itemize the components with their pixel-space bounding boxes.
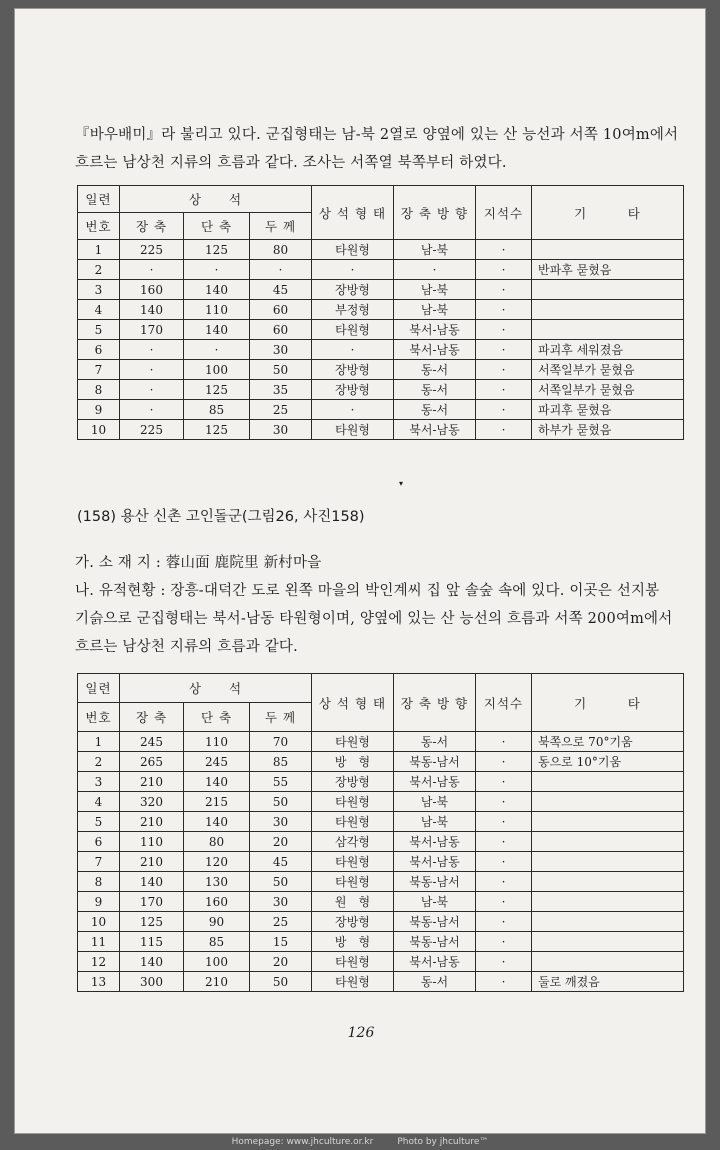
table-row bbox=[78, 932, 684, 952]
cell-long: 225 bbox=[120, 240, 184, 260]
cell-thick: 15 bbox=[250, 932, 312, 952]
cell-axis: 동-서 bbox=[394, 400, 476, 420]
cell-long: · bbox=[120, 360, 184, 380]
cell-thick: 30 bbox=[250, 812, 312, 832]
cell-support: · bbox=[476, 752, 532, 772]
cell-no: 10 bbox=[78, 420, 120, 440]
cell-axis: 북서-남동 bbox=[394, 852, 476, 872]
cell-long: 300 bbox=[120, 972, 184, 992]
cell-long: 170 bbox=[120, 892, 184, 912]
cell-short: 110 bbox=[184, 300, 250, 320]
cell-shape: · bbox=[312, 340, 394, 360]
cell-thick: 50 bbox=[250, 872, 312, 892]
col-thick: 두 께 bbox=[250, 213, 312, 240]
cell-shape: 타원형 bbox=[312, 792, 394, 812]
cell-short: 210 bbox=[184, 972, 250, 992]
cell-thick: 50 bbox=[250, 972, 312, 992]
cell-remark: 둘로 깨졌음 bbox=[532, 972, 684, 992]
cell-no: 7 bbox=[78, 852, 120, 872]
cell-shape: 장방형 bbox=[312, 380, 394, 400]
col-remark: 기 타 bbox=[532, 186, 684, 240]
cell-no: 5 bbox=[78, 320, 120, 340]
cell-long: 170 bbox=[120, 320, 184, 340]
cell-support: · bbox=[476, 360, 532, 380]
cell-short: 140 bbox=[184, 280, 250, 300]
site-description bbox=[75, 549, 695, 661]
cell-remark: 파괴후 묻혔음 bbox=[532, 400, 684, 420]
cell-thick: 35 bbox=[250, 380, 312, 400]
cell-no: 9 bbox=[78, 892, 120, 912]
cell-thick: 70 bbox=[250, 732, 312, 752]
cell-support: · bbox=[476, 872, 532, 892]
col-short: 단 축 bbox=[184, 703, 250, 732]
cell-no: 3 bbox=[78, 772, 120, 792]
table-2-body bbox=[78, 732, 684, 992]
cell-short: 125 bbox=[184, 240, 250, 260]
cell-remark bbox=[532, 892, 684, 912]
cell-no: 12 bbox=[78, 952, 120, 972]
status-line-3: 흐르는 남상천 지류의 흐름과 같다. bbox=[75, 639, 298, 655]
cell-short: 140 bbox=[184, 812, 250, 832]
cell-remark bbox=[532, 912, 684, 932]
dolmen-table-1 bbox=[77, 185, 684, 440]
cell-support: · bbox=[476, 260, 532, 280]
cell-short: 110 bbox=[184, 732, 250, 752]
cell-support: · bbox=[476, 380, 532, 400]
homepage-credit: Homepage: www.jhculture.or.kr bbox=[231, 1137, 374, 1147]
cell-axis: 남-북 bbox=[394, 812, 476, 832]
cell-no: 5 bbox=[78, 812, 120, 832]
cell-remark bbox=[532, 832, 684, 852]
cell-axis: · bbox=[394, 260, 476, 280]
table-row bbox=[78, 832, 684, 852]
cell-short: 140 bbox=[184, 772, 250, 792]
cell-no: 2 bbox=[78, 260, 120, 280]
cell-support: · bbox=[476, 772, 532, 792]
cell-shape: 타원형 bbox=[312, 972, 394, 992]
cell-short: 130 bbox=[184, 872, 250, 892]
section-title: (158) 용산 신촌 고인돌군(그림26, 사진158) bbox=[77, 509, 365, 525]
cell-no: 7 bbox=[78, 360, 120, 380]
cell-support: · bbox=[476, 280, 532, 300]
cell-support: · bbox=[476, 420, 532, 440]
cell-thick: 60 bbox=[250, 300, 312, 320]
cell-shape: 타원형 bbox=[312, 240, 394, 260]
cell-axis: 북서-남동 bbox=[394, 832, 476, 852]
cell-remark: 하부가 묻혔음 bbox=[532, 420, 684, 440]
cell-support: · bbox=[476, 300, 532, 320]
cell-short: 120 bbox=[184, 852, 250, 872]
cell-axis: 동-서 bbox=[394, 972, 476, 992]
cell-remark bbox=[532, 772, 684, 792]
cell-thick: 25 bbox=[250, 912, 312, 932]
cell-long: 320 bbox=[120, 792, 184, 812]
cell-remark: 파괴후 세워졌음 bbox=[532, 340, 684, 360]
cell-axis: 북서-남동 bbox=[394, 340, 476, 360]
cell-remark bbox=[532, 952, 684, 972]
cell-axis: 동-서 bbox=[394, 732, 476, 752]
cell-support: · bbox=[476, 812, 532, 832]
cell-support: · bbox=[476, 832, 532, 852]
cell-axis: 남-북 bbox=[394, 892, 476, 912]
cell-axis: 북동-남서 bbox=[394, 932, 476, 952]
cell-long: 210 bbox=[120, 772, 184, 792]
cell-axis: 북동-남서 bbox=[394, 912, 476, 932]
cell-short: 125 bbox=[184, 420, 250, 440]
cell-long: · bbox=[120, 380, 184, 400]
cell-no: 1 bbox=[78, 240, 120, 260]
cell-axis: 북동-남서 bbox=[394, 752, 476, 772]
cell-no: 4 bbox=[78, 792, 120, 812]
cell-remark bbox=[532, 792, 684, 812]
table-row bbox=[78, 360, 684, 380]
cell-no: 10 bbox=[78, 912, 120, 932]
cell-thick: 30 bbox=[250, 420, 312, 440]
cell-long: 140 bbox=[120, 300, 184, 320]
cell-shape: 부정형 bbox=[312, 300, 394, 320]
cell-support: · bbox=[476, 952, 532, 972]
cell-short: 85 bbox=[184, 400, 250, 420]
cell-remark bbox=[532, 280, 684, 300]
cell-no: 8 bbox=[78, 380, 120, 400]
col-no-top: 일련 bbox=[78, 674, 120, 703]
cell-shape: 타원형 bbox=[312, 320, 394, 340]
dolmen-table-2 bbox=[77, 673, 684, 992]
cell-long: 160 bbox=[120, 280, 184, 300]
cell-shape: 장방형 bbox=[312, 360, 394, 380]
cell-short: 215 bbox=[184, 792, 250, 812]
cell-short: 160 bbox=[184, 892, 250, 912]
cell-short: 80 bbox=[184, 832, 250, 852]
cell-support: · bbox=[476, 892, 532, 912]
cell-short: · bbox=[184, 340, 250, 360]
cell-no: 2 bbox=[78, 752, 120, 772]
intro-paragraph bbox=[75, 121, 695, 177]
cell-remark: 서쪽일부가 묻혔음 bbox=[532, 380, 684, 400]
cell-remark bbox=[532, 932, 684, 952]
cell-no: 11 bbox=[78, 932, 120, 952]
table-row bbox=[78, 732, 684, 752]
cell-shape: 장방형 bbox=[312, 912, 394, 932]
location-line: 가. 소 재 지 : 蓉山面 鹿院里 新村마을 bbox=[75, 555, 322, 571]
cell-support: · bbox=[476, 240, 532, 260]
cell-shape: · bbox=[312, 260, 394, 280]
cell-remark: 북쪽으로 70°기움 bbox=[532, 732, 684, 752]
cell-remark bbox=[532, 320, 684, 340]
cell-shape: 타원형 bbox=[312, 952, 394, 972]
cell-axis: 북서-남동 bbox=[394, 320, 476, 340]
cell-no: 6 bbox=[78, 832, 120, 852]
cell-short: · bbox=[184, 260, 250, 280]
cell-support: · bbox=[476, 972, 532, 992]
cell-long: · bbox=[120, 260, 184, 280]
cell-remark: 반파후 묻혔음 bbox=[532, 260, 684, 280]
cell-short: 85 bbox=[184, 932, 250, 952]
cell-no: 6 bbox=[78, 340, 120, 360]
cell-support: · bbox=[476, 340, 532, 360]
table-row bbox=[78, 872, 684, 892]
cell-no: 4 bbox=[78, 300, 120, 320]
cell-axis: 남-북 bbox=[394, 240, 476, 260]
cell-shape: · bbox=[312, 400, 394, 420]
cell-remark bbox=[532, 240, 684, 260]
cell-remark: 서쪽일부가 묻혔음 bbox=[532, 360, 684, 380]
cell-axis: 북동-남서 bbox=[394, 872, 476, 892]
table-row bbox=[78, 300, 684, 320]
cell-thick: 55 bbox=[250, 772, 312, 792]
col-sangseok: 상 석 bbox=[120, 186, 312, 213]
cell-no: 9 bbox=[78, 400, 120, 420]
cell-support: · bbox=[476, 932, 532, 952]
cell-thick: 80 bbox=[250, 240, 312, 260]
cell-shape: 방 형 bbox=[312, 932, 394, 952]
cell-thick: 60 bbox=[250, 320, 312, 340]
cell-short: 125 bbox=[184, 380, 250, 400]
cell-shape: 원 형 bbox=[312, 892, 394, 912]
cell-shape: 장방형 bbox=[312, 280, 394, 300]
table-row bbox=[78, 240, 684, 260]
cell-support: · bbox=[476, 792, 532, 812]
table-row bbox=[78, 340, 684, 360]
cell-remark bbox=[532, 852, 684, 872]
cell-thick: 50 bbox=[250, 360, 312, 380]
cell-shape: 방 형 bbox=[312, 752, 394, 772]
cell-shape: 타원형 bbox=[312, 872, 394, 892]
cell-long: 265 bbox=[120, 752, 184, 772]
table-row bbox=[78, 892, 684, 912]
book-page bbox=[14, 8, 706, 1134]
cell-shape: 타원형 bbox=[312, 420, 394, 440]
watermark-footer bbox=[0, 1134, 720, 1150]
intro-line-1: 『바우배미』라 불리고 있다. 군집형태는 남-북 2열로 양옆에 있는 산 능선과 서쪽 10여m에서 bbox=[75, 127, 679, 143]
bullet-mark: ▾ bbox=[399, 479, 404, 488]
col-remark: 기 타 bbox=[532, 674, 684, 732]
cell-long: 115 bbox=[120, 932, 184, 952]
cell-thick: · bbox=[250, 260, 312, 280]
cell-support: · bbox=[476, 912, 532, 932]
photo-credit: Photo by jhculture™ bbox=[397, 1137, 489, 1147]
cell-axis: 북서-남동 bbox=[394, 952, 476, 972]
page-number: 126 bbox=[347, 1025, 375, 1041]
cell-axis: 동-서 bbox=[394, 380, 476, 400]
intro-line-2: 흐르는 남상천 지류의 흐름과 같다. 조사는 서쪽열 북쪽부터 하였다. bbox=[75, 155, 507, 171]
cell-no: 1 bbox=[78, 732, 120, 752]
cell-long: 125 bbox=[120, 912, 184, 932]
cell-short: 100 bbox=[184, 952, 250, 972]
col-no-top: 일련 bbox=[78, 186, 120, 213]
col-long: 장 축 bbox=[120, 213, 184, 240]
cell-shape: 타원형 bbox=[312, 812, 394, 832]
col-axis: 장 축 방 향 bbox=[394, 186, 476, 240]
cell-thick: 30 bbox=[250, 340, 312, 360]
cell-axis: 동-서 bbox=[394, 360, 476, 380]
cell-thick: 85 bbox=[250, 752, 312, 772]
cell-long: 140 bbox=[120, 952, 184, 972]
cell-short: 245 bbox=[184, 752, 250, 772]
cell-thick: 20 bbox=[250, 952, 312, 972]
table-row bbox=[78, 972, 684, 992]
cell-long: · bbox=[120, 340, 184, 360]
cell-shape: 장방형 bbox=[312, 772, 394, 792]
col-short: 단 축 bbox=[184, 213, 250, 240]
col-support: 지석수 bbox=[476, 674, 532, 732]
cell-thick: 20 bbox=[250, 832, 312, 852]
table-row bbox=[78, 852, 684, 872]
cell-long: 210 bbox=[120, 812, 184, 832]
cell-remark bbox=[532, 300, 684, 320]
cell-long: 225 bbox=[120, 420, 184, 440]
col-axis: 장 축 방 향 bbox=[394, 674, 476, 732]
cell-short: 90 bbox=[184, 912, 250, 932]
status-line-2: 기슭으로 군집형태는 북서-남동 타원형이며, 양옆에 있는 산 능선의 흐름과 서쪽 200여m에서 bbox=[75, 611, 673, 627]
table-row bbox=[78, 792, 684, 812]
col-no-bottom: 번호 bbox=[78, 703, 120, 732]
table-row bbox=[78, 752, 684, 772]
table-row bbox=[78, 952, 684, 972]
cell-long: 110 bbox=[120, 832, 184, 852]
cell-short: 100 bbox=[184, 360, 250, 380]
col-thick: 두 께 bbox=[250, 703, 312, 732]
col-long: 장 축 bbox=[120, 703, 184, 732]
cell-no: 8 bbox=[78, 872, 120, 892]
cell-thick: 45 bbox=[250, 852, 312, 872]
status-line-1: 나. 유적현황 : 장흥-대덕간 도로 왼쪽 마을의 박인계씨 집 앞 솔숲 속에 있다. 이곳은 선지봉 bbox=[75, 583, 660, 599]
cell-long: 245 bbox=[120, 732, 184, 752]
cell-thick: 50 bbox=[250, 792, 312, 812]
table-row bbox=[78, 772, 684, 792]
table-row bbox=[78, 260, 684, 280]
cell-shape: 타원형 bbox=[312, 852, 394, 872]
table-row bbox=[78, 812, 684, 832]
col-no-bottom: 번호 bbox=[78, 213, 120, 240]
cell-thick: 45 bbox=[250, 280, 312, 300]
col-shape: 상 석 형 태 bbox=[312, 186, 394, 240]
cell-support: · bbox=[476, 732, 532, 752]
cell-no: 13 bbox=[78, 972, 120, 992]
cell-remark bbox=[532, 872, 684, 892]
cell-long: 210 bbox=[120, 852, 184, 872]
table-row bbox=[78, 400, 684, 420]
cell-axis: 남-북 bbox=[394, 792, 476, 812]
cell-support: · bbox=[476, 320, 532, 340]
table-row bbox=[78, 912, 684, 932]
cell-axis: 북서-남동 bbox=[394, 772, 476, 792]
cell-remark: 동으로 10°기움 bbox=[532, 752, 684, 772]
cell-support: · bbox=[476, 852, 532, 872]
cell-axis: 남-북 bbox=[394, 280, 476, 300]
table-row bbox=[78, 380, 684, 400]
cell-long: · bbox=[120, 400, 184, 420]
cell-remark bbox=[532, 812, 684, 832]
cell-axis: 남-북 bbox=[394, 300, 476, 320]
cell-short: 140 bbox=[184, 320, 250, 340]
cell-axis: 북서-남동 bbox=[394, 420, 476, 440]
col-shape: 상 석 형 태 bbox=[312, 674, 394, 732]
col-support: 지석수 bbox=[476, 186, 532, 240]
cell-shape: 삼각형 bbox=[312, 832, 394, 852]
cell-thick: 25 bbox=[250, 400, 312, 420]
table-row bbox=[78, 420, 684, 440]
table-row bbox=[78, 320, 684, 340]
table-row bbox=[78, 280, 684, 300]
cell-shape: 타원형 bbox=[312, 732, 394, 752]
col-sangseok: 상 석 bbox=[120, 674, 312, 703]
cell-thick: 30 bbox=[250, 892, 312, 912]
cell-support: · bbox=[476, 400, 532, 420]
table-1-body bbox=[78, 240, 684, 440]
cell-long: 140 bbox=[120, 872, 184, 892]
cell-no: 3 bbox=[78, 280, 120, 300]
